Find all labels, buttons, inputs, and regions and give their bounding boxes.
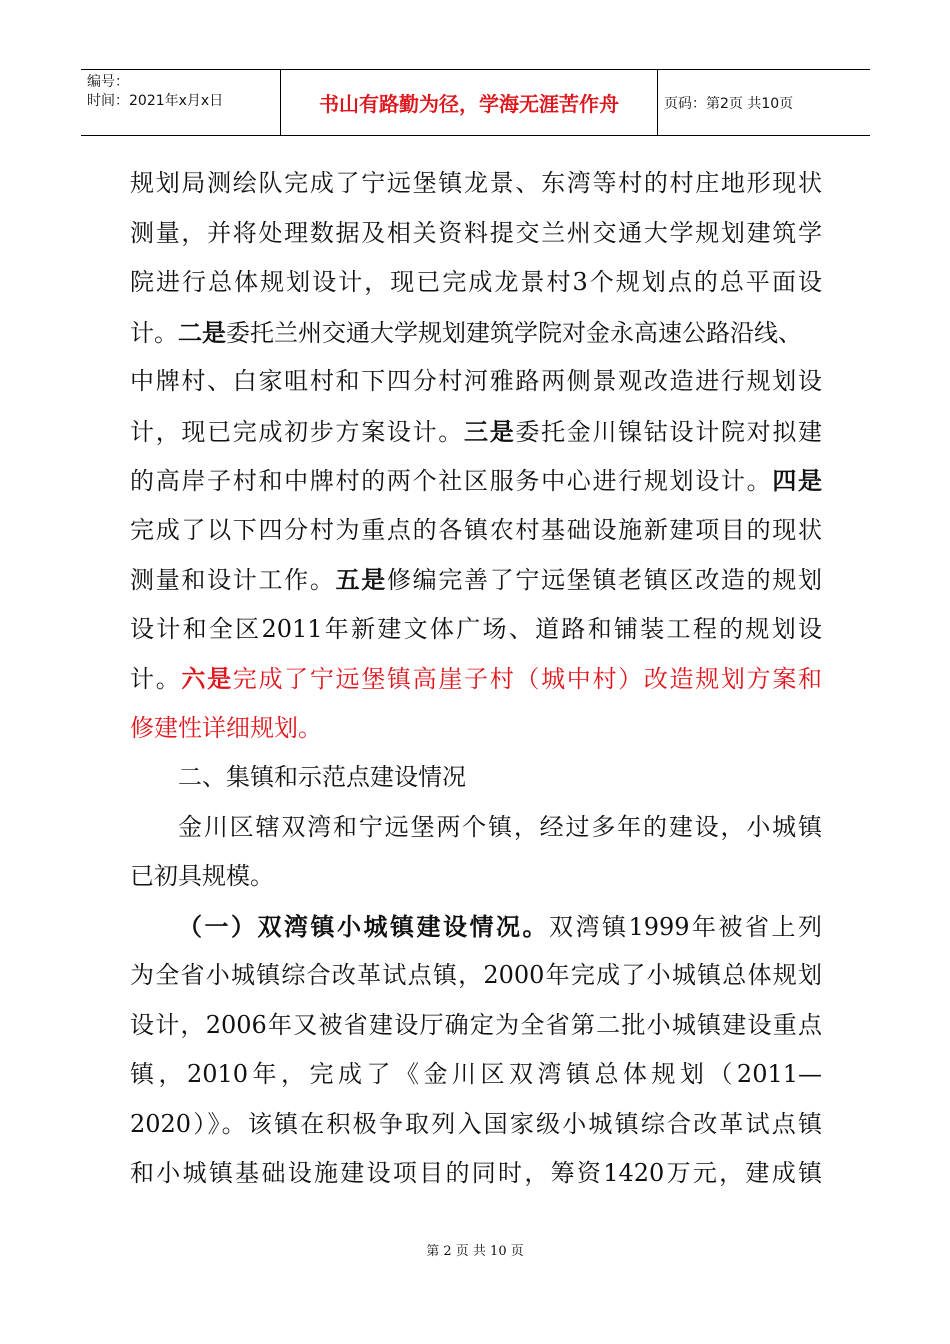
body-line: 计。二是委托兰州交通大学规划建筑学院对金永高速公路沿线、 bbox=[130, 317, 802, 347]
time-label: 时间：2021年x月x日 bbox=[87, 93, 224, 109]
body-line: 金川区辖双湾和宁远堡两个镇，经过多年的建设，小城镇 bbox=[178, 812, 822, 841]
header-motto: 书山有路勤为径，学海无涯苦作舟 bbox=[281, 70, 658, 135]
page-footer: 第 2 页 共 10 页 bbox=[426, 1244, 524, 1259]
bold-marker: 二是 bbox=[178, 317, 226, 347]
body-line: 完成了以下四分村为重点的各镇农村基础设施新建项目的现状 bbox=[130, 515, 822, 544]
document-body bbox=[130, 159, 822, 1199]
subsection-heading: （一）双湾镇小城镇建设情况。 bbox=[178, 911, 549, 941]
red-text: 完成了宁远堡镇高崖子村（城中村）改造规划方案和 bbox=[232, 665, 823, 693]
body-line: 测量，并将处理数据及相关资料提交兰州交通大学规划建筑学 bbox=[130, 218, 822, 247]
body-line: 已初具规模。 bbox=[130, 862, 274, 890]
document-header bbox=[81, 69, 870, 136]
subsection-line: （一）双湾镇小城镇建设情况。双湾镇1999年被省上列 bbox=[178, 911, 823, 941]
body-line: 的高岸子村和中牌村的两个社区服务中心进行规划设计。四是 bbox=[130, 466, 823, 495]
body-line: 修建性详细规划。 bbox=[130, 713, 322, 742]
body-line: 2020）》。该镇在积极争取列入国家级小城镇综合改革试点镇 bbox=[130, 1109, 822, 1138]
body-line: 设计，2006年又被省建设厅确定为全省第二批小城镇建设重点 bbox=[130, 1010, 822, 1039]
body-line: 中牌村、白家咀村和下四分村河雅路两侧景观改造进行规划设 bbox=[130, 367, 822, 395]
bold-marker: 三是 bbox=[464, 416, 516, 446]
number-label: 编号： bbox=[87, 74, 129, 90]
body-line: 计。六是完成了宁远堡镇高崖子村（城中村）改造规划方案和 bbox=[130, 664, 823, 693]
body-line: 规划局测绘队完成了宁远堡镇龙景、东湾等村的村庄地形现状 bbox=[130, 169, 822, 197]
body-line: 为全省小城镇综合改革试点镇，2000年完成了小城镇总体规划 bbox=[130, 961, 822, 989]
body-line: 院进行总体规划设计，现已完成龙景村3个规划点的总平面设 bbox=[130, 268, 822, 296]
body-line: 设计和全区2011年新建文体广场、道路和铺装工程的规划设 bbox=[130, 614, 822, 643]
bold-marker: 五是 bbox=[335, 565, 387, 594]
body-line: 和小城镇基础设施建设项目的同时，筹资1420万元，建成镇 bbox=[130, 1159, 822, 1187]
header-page-info: 页码：第2页 共10页 bbox=[664, 95, 794, 112]
body-line: 测量和设计工作。五是修编完善了宁远堡镇老镇区改造的规划 bbox=[130, 565, 823, 594]
bold-marker: 四是 bbox=[772, 466, 823, 495]
header-meta bbox=[81, 70, 281, 135]
body-line: 计，现已完成初步方案设计。三是委托金川镍钴设计院对拟建 bbox=[130, 416, 823, 446]
section-heading: 二、集镇和示范点建设情况 bbox=[178, 763, 466, 791]
bold-marker: 六是 bbox=[181, 664, 233, 693]
body-line: 镇，2010年，完成了《金川区双湾镇总体规划（2011— bbox=[130, 1060, 822, 1088]
